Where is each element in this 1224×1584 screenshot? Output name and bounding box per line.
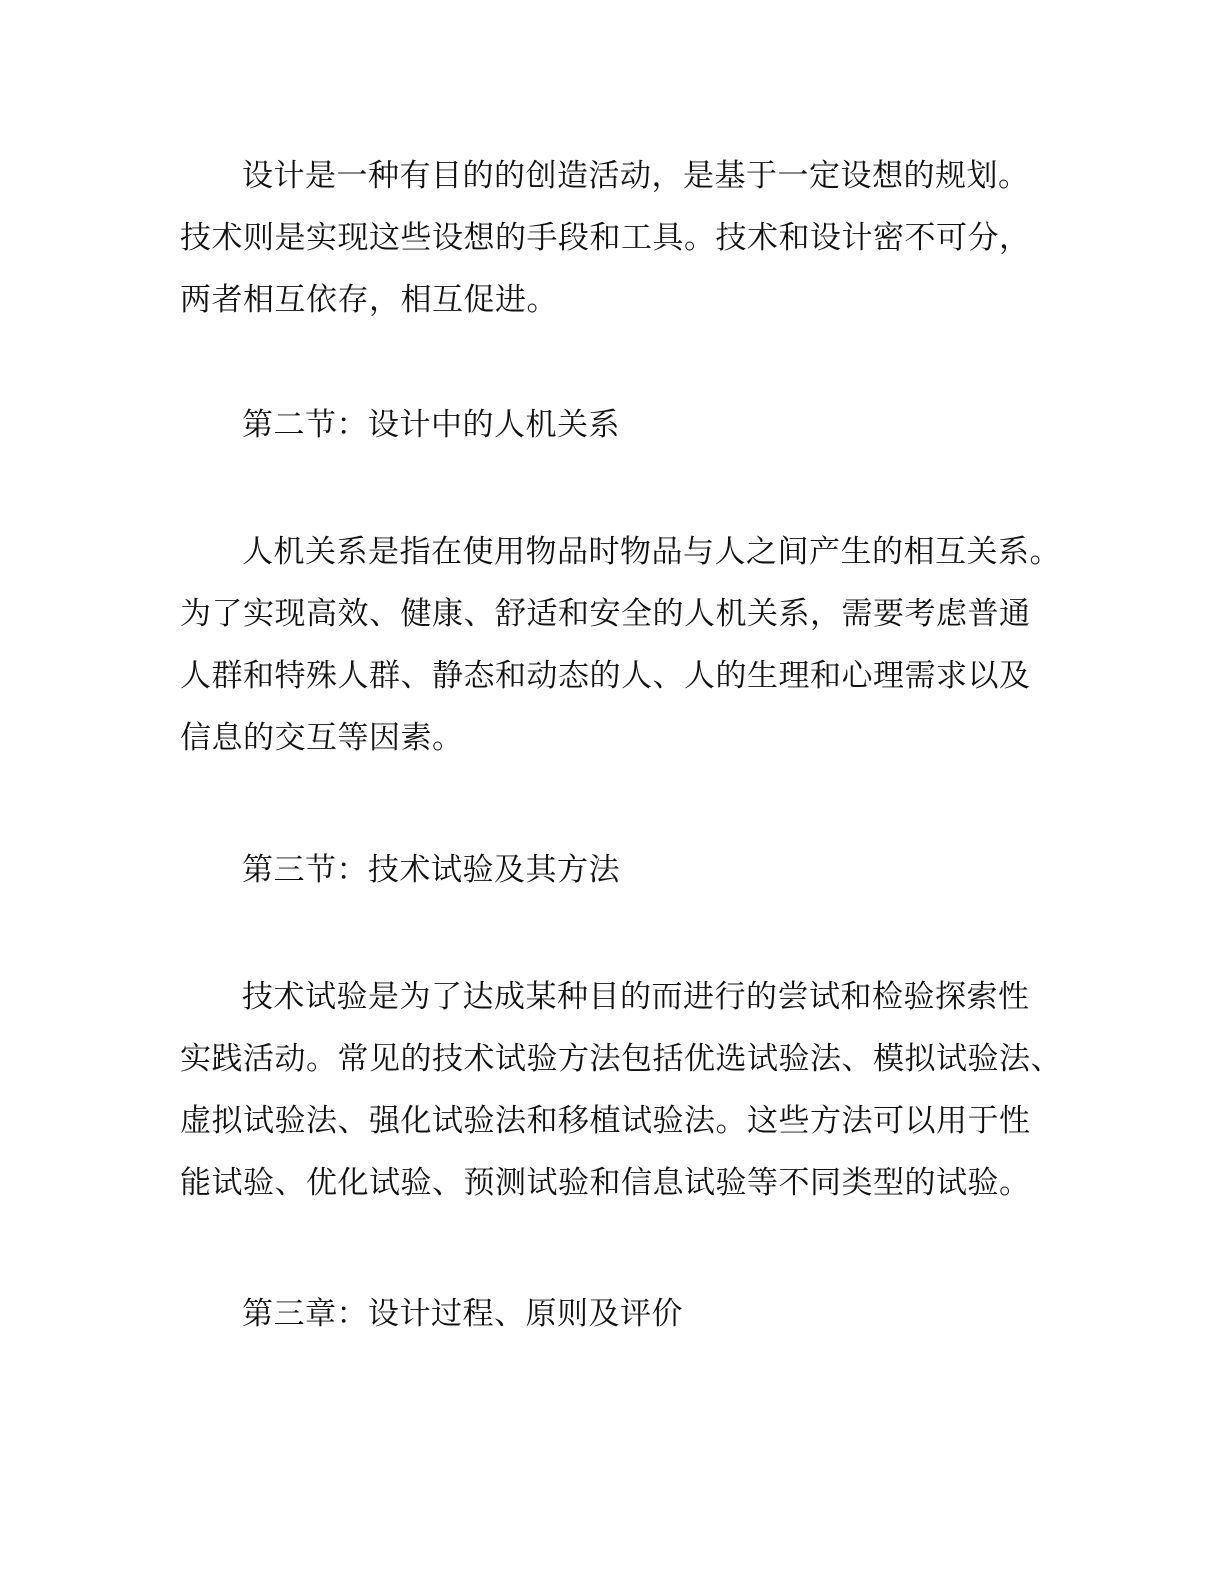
paragraph-1-line-2: 技术则是实现这些设想的手段和工具。技术和设计密不可分， xyxy=(180,220,1031,256)
section-heading-2: 第二节：设计中的人机关系 xyxy=(242,407,620,443)
paragraph-2-line-4: 信息的交互等因素。 xyxy=(180,720,464,756)
paragraph-3-line-1: 技术试验是为了达成某种目的而进行的尝试和检验探索性 xyxy=(242,979,1030,1015)
chapter-heading-3: 第三章：设计过程、原则及评价 xyxy=(242,1296,683,1332)
paragraph-2-line-1: 人机关系是指在使用物品时物品与人之间产生的相互关系。 xyxy=(242,534,1061,570)
paragraph-3-line-4: 能试验、优化试验、预测试验和信息试验等不同类型的试验。 xyxy=(180,1165,1031,1201)
paragraph-2-line-2: 为了实现高效、健康、舒适和安全的人机关系，需要考虑普通 xyxy=(180,596,1031,632)
paragraph-3-line-2: 实践活动。常见的技术试验方法包括优选试验法、模拟试验法、 xyxy=(180,1041,1062,1077)
paragraph-1-line-3: 两者相互依存，相互促进。 xyxy=(180,282,558,318)
section-heading-3: 第三节：技术试验及其方法 xyxy=(242,852,620,888)
paragraph-2-line-3: 人群和特殊人群、静态和动态的人、人的生理和心理需求以及 xyxy=(180,658,1031,694)
paragraph-3-line-3: 虚拟试验法、强化试验法和移植试验法。这些方法可以用于性 xyxy=(180,1103,1031,1139)
paragraph-1-line-1: 设计是一种有目的的创造活动，是基于一定设想的规划。 xyxy=(242,158,1030,194)
